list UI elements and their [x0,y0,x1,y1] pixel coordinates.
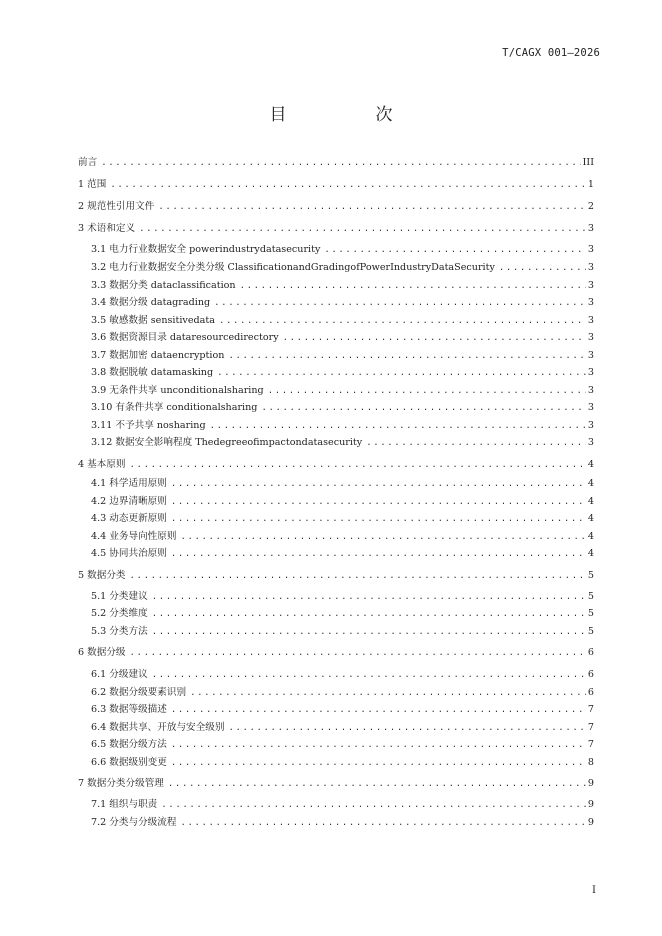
toc-leader-dots [190,686,586,700]
toc-entry[interactable] [91,243,594,257]
toc-entry[interactable] [91,296,594,310]
toc-entry[interactable] [91,419,594,433]
toc-entry-label: 6.4 数据共享、开放与安全级别 [91,722,225,733]
toc-leader-dots [268,384,586,398]
toc-entry[interactable] [78,777,594,791]
toc-entry-page: 6 [587,647,594,658]
toc-entry-page: 4 [587,478,594,489]
toc-entry-page: 1 [587,179,594,190]
toc-entry[interactable] [91,547,594,561]
toc-entry-label: 3.12 数据安全影响程度 Thedegreeofimpactondatasecurity [91,437,363,448]
toc-entry[interactable] [91,721,594,735]
toc-leader-dots [171,512,586,526]
toc-entry-page: 3 [587,262,594,273]
toc-entry[interactable] [91,798,594,812]
toc-entry-page: III [582,157,594,168]
toc-entry-page: 3 [587,437,594,448]
toc-entry-label: 4 基本原则 [78,459,126,470]
toc-leader-dots [217,366,586,380]
toc-entry-page: 5 [587,608,594,619]
toc-entry-page: 3 [587,223,594,234]
toc-entry-label: 3.2 电力行业数据安全分类分级 ClassificationandGradingofPowerIndustryDataSecurity [91,262,495,273]
toc-leader-dots [110,178,586,192]
toc-leader-dots [219,314,586,328]
toc-entry-page: 3 [587,402,594,413]
toc-entry-label: 3.11 不予共享 nosharing [91,420,206,431]
toc-entry-page: 7 [587,704,594,715]
toc-entry[interactable] [91,261,594,275]
toc-leader-dots [214,296,586,310]
toc-entry-label: 前言 [78,157,98,168]
toc-entry[interactable] [91,703,594,717]
toc-entry-page: 9 [587,817,594,828]
toc-leader-dots [240,279,586,293]
toc-leader-dots [180,816,585,830]
toc-entry[interactable] [78,178,594,192]
toc-entry-page: 9 [587,778,594,789]
toc-leader-dots [228,349,585,363]
toc-entry-label: 3.5 敏感数据 sensitivedata [91,315,215,326]
toc-leader-dots [161,798,586,812]
toc-leader-dots [152,607,586,621]
toc-entry-label: 3.6 数据资源目录 dataresourcedirectory [91,332,279,343]
toc-entry[interactable] [91,401,594,415]
toc-entry-label: 7.1 组织与职责 [91,799,158,810]
toc-leader-dots [152,625,586,639]
toc-title: 目 次 [269,105,429,125]
toc-leader-dots [261,401,585,415]
toc-entry-page: 4 [587,496,594,507]
toc-leader-dots [152,590,586,604]
toc-entry-label: 5 数据分类 [78,570,126,581]
toc-entry[interactable] [91,477,594,491]
toc-entry-label: 7.2 分类与分级流程 [91,817,177,828]
document-code: T/CAGX 001—2026 [502,47,600,59]
toc-entry[interactable] [91,590,594,604]
toc-entry-label: 6.3 数据等级描述 [91,704,167,715]
toc-entry-page: 3 [587,280,594,291]
toc-entry-label: 2 规范性引用文件 [78,201,155,212]
toc-entry[interactable] [91,756,594,770]
toc-entry[interactable] [91,738,594,752]
toc-entry-page: 4 [587,459,594,470]
toc-entry-page: 4 [587,548,594,559]
toc-entry-label: 3.1 电力行业数据安全 powerindustrydatasecurity [91,244,321,255]
toc-entry-page: 2 [587,201,594,212]
toc-entry-page: 3 [587,244,594,255]
toc-leader-dots [130,569,586,583]
toc-entry[interactable] [91,495,594,509]
toc-entry[interactable] [91,816,594,830]
toc-entry-label: 4.1 科学适用原则 [91,478,167,489]
toc-entry[interactable] [78,200,594,214]
toc-entry-label: 4.3 动态更新原则 [91,513,167,524]
toc-entry[interactable] [78,569,594,583]
toc-leader-dots [366,436,586,450]
toc-entry-label: 3.8 数据脱敏 datamasking [91,367,214,378]
toc-entry-page: 3 [587,367,594,378]
toc-leader-dots [171,547,586,561]
toc-entry-label: 3.10 有条件共享 conditionalsharing [91,402,258,413]
toc-entry[interactable] [91,331,594,345]
toc-entry-page: 3 [587,297,594,308]
toc-entry[interactable] [91,512,594,526]
toc-entry[interactable] [91,668,594,682]
toc-entry[interactable] [91,530,594,544]
toc-entry[interactable] [78,156,594,170]
toc-leader-dots [210,419,586,433]
toc-leader-dots [171,738,586,752]
toc-entry-page: 3 [587,385,594,396]
toc-entry-label: 3 术语和定义 [78,223,136,234]
toc-entry-page: 6 [587,687,594,698]
toc-entry-label: 4.5 协同共治原则 [91,548,167,559]
toc-entry-page: 5 [587,570,594,581]
toc-entry-label: 3.3 数据分类 dataclassification [91,280,236,291]
toc-leader-dots [324,243,586,257]
toc-leader-dots [171,703,586,717]
page-number: I [592,885,596,896]
toc-entry-page: 9 [587,799,594,810]
toc-leader-dots [139,222,586,236]
toc-entry-page: 8 [587,757,594,768]
toc-entry-label: 6.5 数据分级方法 [91,739,167,750]
toc-leader-dots [168,777,586,791]
toc-entry-label: 4.2 边界清晰原则 [91,496,167,507]
toc-entry[interactable] [91,625,594,639]
toc-entry[interactable] [91,607,594,621]
toc-entry[interactable] [91,349,594,363]
toc-entry[interactable] [78,458,594,472]
toc-entry-label: 6 数据分级 [78,647,126,658]
toc-entry-page: 7 [587,722,594,733]
toc-leader-dots [158,200,586,214]
toc-entry-page: 5 [587,626,594,637]
toc-entry[interactable] [91,279,594,293]
toc-leader-dots [130,458,586,472]
toc-entry-page: 3 [587,315,594,326]
toc-entry-label: 3.4 数据分级 datagrading [91,297,211,308]
toc-entry-label: 5.1 分类建议 [91,591,148,602]
toc-entry[interactable] [91,366,594,380]
toc-leader-dots [283,331,586,345]
toc-leader-dots [228,721,585,735]
toc-entry-label: 3.9 无条件共享 unconditionalsharing [91,385,264,396]
toc-entry[interactable] [91,314,594,328]
toc-entry-label: 4.4 业务导向性原则 [91,531,177,542]
toc-entry-label: 6.1 分级建议 [91,669,148,680]
toc-entry-label: 5.3 分类方法 [91,626,148,637]
toc-entry-page: 4 [587,531,594,542]
toc-entry[interactable] [78,222,594,236]
toc-entry[interactable] [91,686,594,700]
toc-entry-label: 7 数据分类分级管理 [78,778,164,789]
toc-leader-dots [180,530,585,544]
toc-entry-label: 5.2 分类维度 [91,608,148,619]
toc-leader-dots [171,495,586,509]
toc-leader-dots [499,261,586,275]
toc-leader-dots [171,477,586,491]
toc-entry-label: 3.7 数据加密 dataencryption [91,350,225,361]
toc-entry-page: 4 [587,513,594,524]
toc-entry[interactable] [78,646,594,660]
toc-entry[interactable] [91,436,594,450]
toc-leader-dots [171,756,586,770]
toc-entry-page: 3 [587,350,594,361]
toc-leader-dots [101,156,580,170]
toc-entry-page: 6 [587,669,594,680]
toc-entry-label: 6.2 数据分级要素识别 [91,687,187,698]
toc-leader-dots [152,668,586,682]
toc-entry-page: 3 [587,420,594,431]
toc-entry-page: 5 [587,591,594,602]
toc-entry-label: 1 范围 [78,179,107,190]
toc-entry-page: 7 [587,739,594,750]
toc-entry-page: 3 [587,332,594,343]
toc-entry[interactable] [91,384,594,398]
toc-leader-dots [130,646,586,660]
toc-entry-label: 6.6 数据级别变更 [91,757,167,768]
